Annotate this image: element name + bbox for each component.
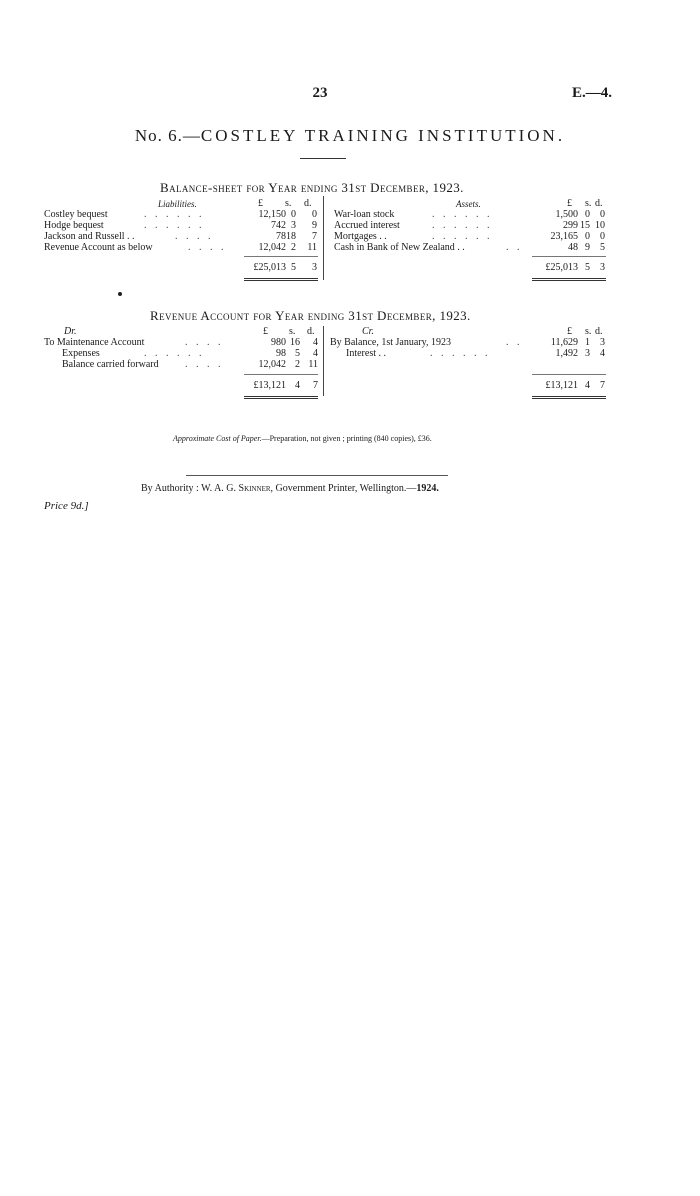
asset-shillings: 0 <box>585 209 590 220</box>
asset-label: War-loan stock <box>334 209 395 220</box>
credit-total-shillings: 4 <box>585 380 590 391</box>
rev-dr-col-shillings: s. <box>289 326 296 337</box>
liabilities-double-rule-2 <box>244 280 318 281</box>
liabilities-double-rule <box>244 278 318 279</box>
asset-pence: 0 <box>600 209 605 220</box>
asset-pence: 0 <box>600 231 605 242</box>
revenue-heading-text: Revenue Account for Year ending 31st December <box>150 308 433 323</box>
balance-sheet-heading-year: , 1923. <box>425 180 464 195</box>
asset-shillings: 0 <box>585 231 590 242</box>
liability-pounds: 78 <box>276 231 286 242</box>
debit-total-pounds: £13,121 <box>253 380 286 391</box>
printer-authority <box>141 483 439 494</box>
credit-double-rule <box>532 396 606 397</box>
balance-sheet-heading <box>160 180 464 196</box>
title-divider <box>300 158 346 159</box>
credit-total-rule <box>532 374 606 375</box>
asset-pounds: 1,500 <box>555 209 578 220</box>
ink-dot <box>118 292 122 296</box>
cost-of-paper-label: Approximate Cost of Paper. <box>173 434 262 443</box>
liabilities-total-pence: 3 <box>312 262 317 273</box>
page-title <box>0 126 700 146</box>
liabilities-label: Liabilities. <box>158 199 197 209</box>
bs-liab-col-pence: d. <box>304 198 312 209</box>
asset-pounds: 23,165 <box>550 231 578 242</box>
liability-label: Costley bequest <box>44 209 108 220</box>
debit-pounds: 12,042 <box>258 359 286 370</box>
assets-total-pence: 3 <box>600 262 605 273</box>
leader-dots: . . <box>506 337 523 348</box>
debit-pounds: 980 <box>271 337 286 348</box>
liability-pence: 7 <box>312 231 317 242</box>
authority-suffix: , Government Printer, Wellington.— <box>270 483 417 494</box>
credit-pounds: 1,492 <box>555 348 578 359</box>
debit-shillings: 2 <box>295 359 300 370</box>
asset-pence: 5 <box>600 242 605 253</box>
asset-label: Mortgages . . <box>334 231 387 242</box>
liabilities-total-shillings: 5 <box>291 262 296 273</box>
leader-dots: . . . . <box>185 337 224 348</box>
liability-pence: 11 <box>307 242 317 253</box>
revenue-column-divider <box>323 326 324 396</box>
assets-double-rule-2 <box>532 280 606 281</box>
assets-label: Assets. <box>456 199 481 209</box>
debit-double-rule <box>244 396 318 397</box>
title-number: No. 6.— <box>134 126 201 145</box>
rev-cr-col-shillings: s. <box>585 326 592 337</box>
debit-pence: 11 <box>308 359 318 370</box>
leader-dots: . . . . <box>185 359 224 370</box>
leader-dots: . . . . <box>175 231 214 242</box>
debit-total-shillings: 4 <box>295 380 300 391</box>
bs-assets-col-pence: d. <box>595 198 603 209</box>
liability-shillings: 18 <box>286 231 296 242</box>
asset-label: Cash in Bank of New Zealand . . <box>334 242 465 253</box>
liability-pence: 9 <box>312 220 317 231</box>
credit-total-pounds: £13,121 <box>545 380 578 391</box>
credit-pounds: 11,629 <box>550 337 578 348</box>
credit-label: Cr. <box>362 326 374 337</box>
leader-dots: . . . . . . <box>144 220 205 231</box>
liabilities-total-rule <box>244 256 318 257</box>
paper-reference: E.—4. <box>571 85 612 101</box>
rev-dr-col-pounds: £ <box>263 326 268 337</box>
price: Price 9d.] <box>44 500 89 512</box>
liability-pounds: 12,150 <box>258 209 286 220</box>
debit-double-rule-2 <box>244 398 318 399</box>
credit-total-pence: 7 <box>600 380 605 391</box>
assets-total-shillings: 5 <box>585 262 590 273</box>
printer-name: Skinner <box>238 483 271 494</box>
leader-dots: . . <box>506 242 523 253</box>
balance-sheet-heading-text: Balance-sheet for Year ending 31st December <box>160 180 426 195</box>
debit-pence: 4 <box>313 348 318 359</box>
title-name: COSTLEY TRAINING INSTITUTION. <box>200 126 566 145</box>
bs-liab-col-shillings: s. <box>285 198 292 209</box>
balance-sheet-column-divider <box>323 196 324 280</box>
credit-item-label: By Balance, 1st January, 1923 <box>330 337 451 348</box>
assets-total-rule <box>532 256 606 257</box>
rev-cr-col-pence: d. <box>595 326 603 337</box>
credit-pence: 3 <box>600 337 605 348</box>
authority-year: 1924. <box>416 483 439 494</box>
assets-total-pounds: £25,013 <box>545 262 578 273</box>
cost-of-paper-text: —Preparation, not given ; printing (840 copies), £36. <box>261 434 432 443</box>
liability-shillings: 2 <box>291 242 296 253</box>
authority-rule <box>186 475 448 476</box>
page-number: 23 <box>312 85 328 101</box>
credit-item-label: Interest . . <box>346 348 386 359</box>
debit-item-label: To Maintenance Account <box>44 337 145 348</box>
leader-dots: . . . . . . <box>432 209 493 220</box>
asset-pence: 10 <box>595 220 605 231</box>
asset-pounds: 299 <box>563 220 578 231</box>
liability-label: Revenue Account as below <box>44 242 153 253</box>
liability-pence: 0 <box>312 209 317 220</box>
bs-liab-col-pounds: £ <box>258 198 263 209</box>
debit-pounds: 98 <box>276 348 286 359</box>
credit-pence: 4 <box>600 348 605 359</box>
liability-label: Jackson and Russell . . <box>44 231 135 242</box>
credit-shillings: 1 <box>585 337 590 348</box>
leader-dots: . . . . <box>188 242 227 253</box>
leader-dots: . . . . . . <box>144 348 205 359</box>
debit-total-pence: 7 <box>313 380 318 391</box>
leader-dots: . . . . . . <box>432 220 493 231</box>
debit-shillings: 16 <box>290 337 300 348</box>
debit-item-label: Expenses <box>62 348 100 359</box>
liability-shillings: 0 <box>291 209 296 220</box>
rev-cr-col-pounds: £ <box>567 326 572 337</box>
leader-dots: . . . . . . <box>144 209 205 220</box>
bs-assets-col-shillings: s. <box>585 198 592 209</box>
asset-label: Accrued interest <box>334 220 400 231</box>
debit-label: Dr. <box>64 326 77 337</box>
asset-shillings: 9 <box>585 242 590 253</box>
revenue-account-heading <box>150 308 471 324</box>
liability-pounds: 742 <box>271 220 286 231</box>
leader-dots: . . . . . . <box>432 231 493 242</box>
leader-dots: . . . . . . <box>430 348 491 359</box>
liabilities-total-pounds: £25,013 <box>253 262 286 273</box>
credit-double-rule-2 <box>532 398 606 399</box>
debit-shillings: 5 <box>295 348 300 359</box>
liability-pounds: 12,042 <box>258 242 286 253</box>
liability-label: Hodge bequest <box>44 220 104 231</box>
liability-shillings: 3 <box>291 220 296 231</box>
debit-item-label: Balance carried forward <box>62 359 159 370</box>
debit-total-rule <box>244 374 318 375</box>
asset-shillings: 15 <box>580 220 590 231</box>
asset-pounds: 48 <box>568 242 578 253</box>
rev-dr-col-pence: d. <box>307 326 315 337</box>
authority-prefix: By Authority : W. A. G. <box>141 483 239 494</box>
revenue-heading-year: , 1923. <box>432 308 471 323</box>
cost-of-paper-note <box>173 434 432 443</box>
debit-pence: 4 <box>313 337 318 348</box>
credit-shillings: 3 <box>585 348 590 359</box>
bs-assets-col-pounds: £ <box>567 198 572 209</box>
assets-double-rule <box>532 278 606 279</box>
